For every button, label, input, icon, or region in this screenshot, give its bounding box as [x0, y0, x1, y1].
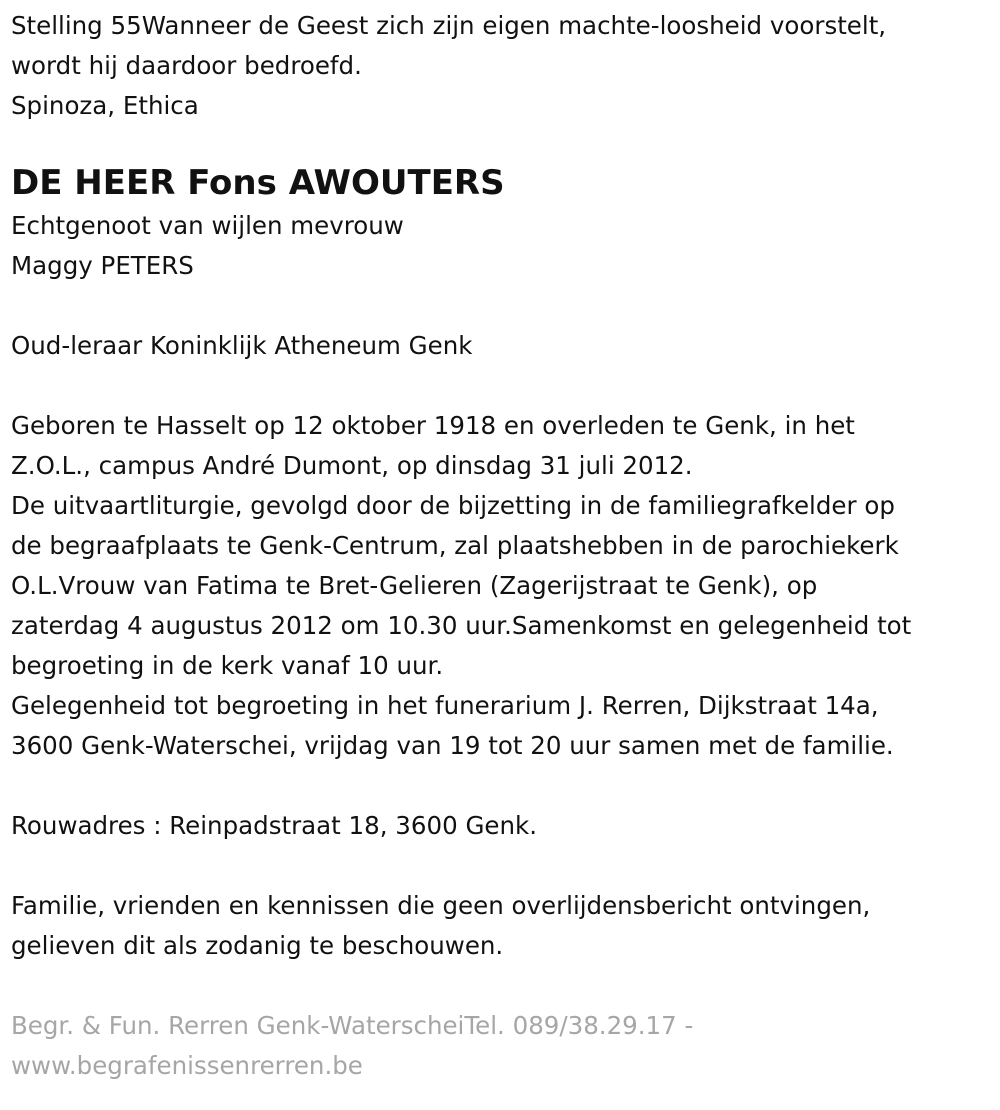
deceased-name: DE HEER Fons AWOUTERS [11, 163, 505, 203]
footer-website: www.begrafenissenrerren.be [11, 1051, 363, 1080]
quote-attribution: Spinoza, Ethica [11, 91, 199, 120]
details-line: De uitvaartliturgie, gevolgd door de bijzetting in de familiegrafkelder op [11, 491, 895, 520]
details-line: 3600 Genk-Waterschei, vrijdag van 19 tot 20 uur samen met de familie. [11, 731, 894, 760]
details-line: Z.O.L., campus André Dumont, op dinsdag 31 juli 2012. [11, 451, 693, 480]
quote-line: wordt hij daardoor bedroefd. [11, 51, 362, 80]
details-line: O.L.Vrouw van Fatima te Bret-Gelieren (Zagerijstraat te Genk), op [11, 571, 818, 600]
spouse-block [11, 206, 991, 286]
spouse-name: Maggy PETERS [11, 251, 194, 280]
spouse-line: Echtgenoot van wijlen mevrouw [11, 211, 404, 240]
obituary-document [11, 6, 991, 1086]
details-line: de begraafplaats te Genk-Centrum, zal plaatshebben in de parochiekerk [11, 531, 899, 560]
details-line: zaterdag 4 augustus 2012 om 10.30 uur.Samenkomst en gelegenheid tot [11, 611, 912, 640]
mourning-address: Rouwadres : Reinpadstraat 18, 3600 Genk. [11, 811, 538, 840]
notice-line: gelieven dit als zodanig te beschouwen. [11, 931, 504, 960]
occupation: Oud-leraar Koninklijk Atheneum Genk [11, 331, 473, 360]
quote-line: Stelling 55Wanneer de Geest zich zijn eigen machte-loosheid voorstelt, [11, 11, 887, 40]
details-line: begroeting in de kerk vanaf 10 uur. [11, 651, 444, 680]
footer-block [11, 1006, 991, 1086]
quote-block [11, 6, 991, 126]
details-line: Geboren te Hasselt op 12 oktober 1918 en overleden te Genk, in het [11, 411, 855, 440]
details-block [11, 406, 991, 766]
notice-block [11, 886, 991, 966]
details-line: Gelegenheid tot begroeting in het funerarium J. Rerren, Dijkstraat 14a, [11, 691, 879, 720]
notice-line: Familie, vrienden en kennissen die geen overlijdensbericht ontvingen, [11, 891, 871, 920]
footer-funeral-home: Begr. & Fun. Rerren Genk-WaterscheiTel. 089/38.29.17 - [11, 1011, 694, 1040]
